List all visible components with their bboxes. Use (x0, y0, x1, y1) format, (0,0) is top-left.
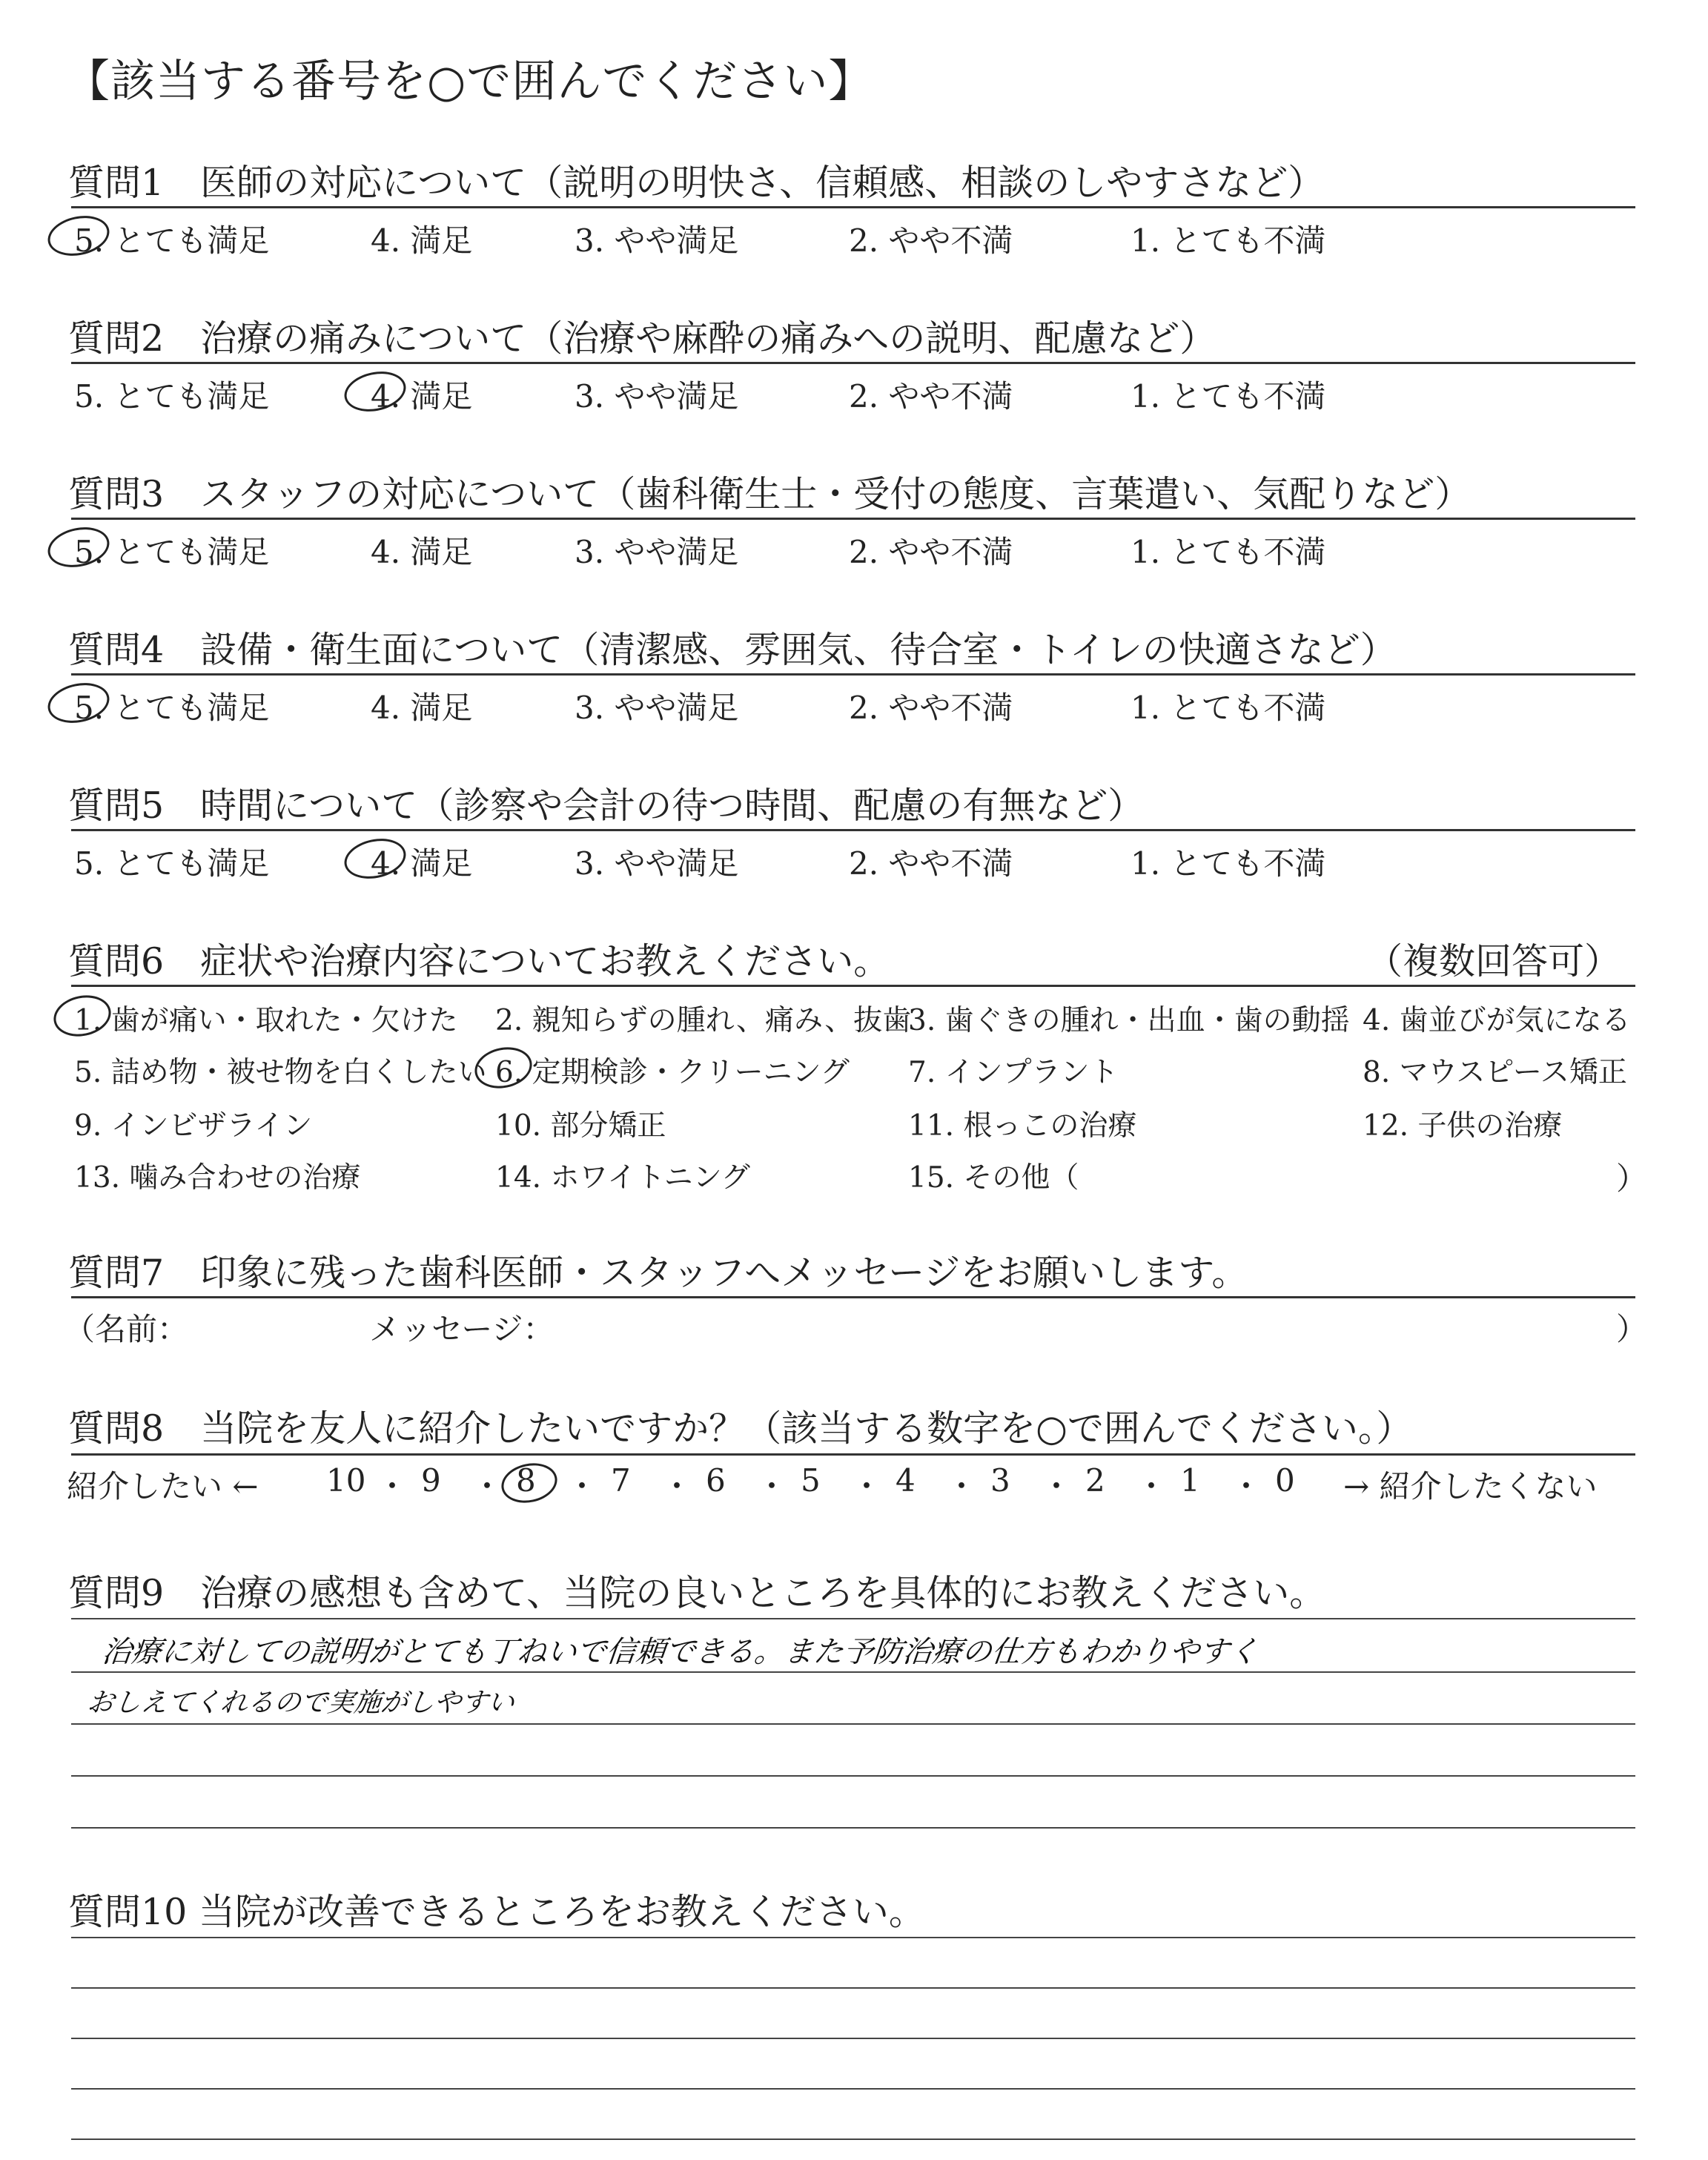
q8-rule (71, 1453, 1635, 1456)
q8-scale-value[interactable]: 8 (516, 1462, 536, 1499)
q2-title: 質問2 治療の痛みについて（治療や麻酔の痛みへの説明、配慮など） (68, 317, 1217, 360)
q8-scale-value[interactable]: 0 (1275, 1462, 1295, 1499)
q8-scale-value[interactable]: 3 (990, 1462, 1010, 1499)
q2-option[interactable]: 4. 満足 (371, 378, 473, 415)
q8-scale-separator: ・ (566, 1468, 598, 1505)
q9-answer-line-2: おしえてくれるので実施がしやすい (85, 1688, 516, 1718)
q7-title: 質問7 印象に残った歯科医師・スタッフへメッセージをお願いします。 (68, 1252, 1248, 1294)
q3-option[interactable]: 5. とても満足 (74, 534, 270, 570)
q6-note: （複数回答可） (1366, 940, 1621, 982)
form-header: 【該当する番号を○で囲んでください】 (65, 56, 874, 108)
q6-option[interactable]: 3. 歯ぐきの腫れ・出血・歯の動揺 (908, 1004, 1350, 1037)
q8-scale-value[interactable]: 6 (706, 1462, 726, 1499)
q8-scale-separator: ・ (1136, 1468, 1168, 1505)
q10-line-1 (71, 1937, 1635, 1938)
q7-close-paren: ） (1616, 1311, 1648, 1347)
q3-option[interactable]: 3. やや満足 (575, 534, 739, 570)
q8-scale-value[interactable]: 2 (1085, 1462, 1105, 1499)
q8-scale-value[interactable]: 1 (1180, 1462, 1200, 1499)
q9-answer-line-1: 治療に対しての説明がとても丁ねいで信頼できる。また予防治療の仕方もわかりやすく (100, 1635, 1261, 1669)
q6-option[interactable]: 13. 噛み合わせの治療 (74, 1161, 361, 1195)
q6-option[interactable]: 10. 部分矯正 (495, 1109, 666, 1143)
q10-line-2 (71, 1987, 1635, 1989)
q9-title: 質問9 治療の感想も含めて、当院の良いところを具体的にお教えください。 (68, 1572, 1326, 1614)
q4-title: 質問4 設備・衛生面について（清潔感、雰囲気、待合室・トイレの快適さなど） (68, 629, 1397, 671)
q8-scale-value[interactable]: 7 (611, 1462, 631, 1499)
q2-option[interactable]: 3. やや満足 (575, 378, 739, 415)
q5-title: 質問5 時間について（診察や会計の待つ時間、配慮の有無など） (68, 785, 1145, 827)
q1-rule (71, 206, 1635, 208)
q8-scale-separator: ・ (471, 1468, 503, 1505)
q5-option[interactable]: 1. とても不満 (1131, 845, 1326, 882)
q10-title: 質問10 当院が改善できるところをお教えください。 (68, 1891, 925, 1933)
q7-rule (71, 1296, 1635, 1298)
q4-option[interactable]: 2. やや不満 (849, 690, 1013, 726)
q7-message-label: メッセージ： (369, 1311, 555, 1347)
q8-scale-value[interactable]: 9 (421, 1462, 441, 1499)
q8-scale-separator: ・ (851, 1468, 883, 1505)
q6-option[interactable]: 4. 歯並びが気になる (1363, 1004, 1631, 1037)
q8-scale-separator: ・ (377, 1468, 408, 1505)
q4-rule (71, 673, 1635, 676)
q8-scale-separator: ・ (946, 1468, 978, 1505)
q3-option[interactable]: 1. とても不満 (1131, 534, 1326, 570)
q8-scale-separator: ・ (756, 1468, 788, 1505)
q5-option[interactable]: 4. 満足 (371, 845, 473, 882)
q10-line-3 (71, 2038, 1635, 2039)
q4-option[interactable]: 1. とても不満 (1131, 690, 1326, 726)
q9-line-5 (71, 1827, 1635, 1829)
q6-title: 質問6 症状や治療内容についてお教えください。 (68, 940, 890, 982)
q8-scale-value[interactable]: 4 (896, 1462, 916, 1499)
q2-option[interactable]: 1. とても不満 (1131, 378, 1326, 415)
q6-option[interactable]: 11. 根っこの治療 (908, 1109, 1137, 1143)
q9-line-4 (71, 1775, 1635, 1777)
q5-rule (71, 829, 1635, 831)
q2-option[interactable]: 2. やや不満 (849, 378, 1013, 415)
q1-option[interactable]: 4. 満足 (371, 222, 473, 259)
q8-scale-separator: ・ (1231, 1468, 1262, 1505)
q8-scale-value[interactable]: 5 (801, 1462, 821, 1499)
q2-option[interactable]: 5. とても満足 (74, 378, 270, 415)
q1-option[interactable]: 3. やや満足 (575, 222, 739, 259)
q3-title: 質問3 スタッフの対応について（歯科衛生士・受付の態度、言葉遣い、気配りなど） (68, 473, 1472, 515)
q6-rule (71, 985, 1635, 987)
q6-option[interactable]: 7. インプラント (908, 1056, 1119, 1089)
q8-left-label: 紹介したい ← (67, 1468, 259, 1505)
q6-option[interactable]: 1. 歯が痛い・取れた・欠けた (74, 1004, 458, 1037)
selection-circle (497, 1459, 560, 1508)
q7-name-label: （名前： (64, 1311, 189, 1347)
q6-option[interactable]: 14. ホワイトニング (495, 1161, 750, 1195)
q8-right-label: → 紹介したくない (1343, 1468, 1598, 1505)
q1-title: 質問1 医師の対応について（説明の明快さ、信頼感、相談のしやすさなど） (68, 162, 1325, 204)
q6-close-paren: ） (1616, 1160, 1648, 1197)
q1-option[interactable]: 1. とても不満 (1131, 222, 1326, 259)
q9-line-3 (71, 1723, 1635, 1725)
q2-rule (71, 362, 1635, 364)
q6-option[interactable]: 9. インビザライン (74, 1109, 313, 1143)
q5-option[interactable]: 3. やや満足 (575, 845, 739, 882)
q3-rule (71, 518, 1635, 520)
q10-line-4 (71, 2088, 1635, 2090)
q6-option[interactable]: 6. 定期検診・クリーニング (495, 1056, 850, 1089)
q10-line-5 (71, 2138, 1635, 2140)
q3-option[interactable]: 2. やや不満 (849, 534, 1013, 570)
q9-line-1 (71, 1618, 1635, 1619)
q1-option[interactable]: 2. やや不満 (849, 222, 1013, 259)
q8-scale-value[interactable]: 10 (326, 1462, 366, 1499)
q6-option[interactable]: 5. 詰め物・被せ物を白くしたい (74, 1056, 487, 1089)
q4-option[interactable]: 5. とても満足 (74, 690, 270, 726)
q9-line-2 (71, 1671, 1635, 1673)
q3-option[interactable]: 4. 満足 (371, 534, 473, 570)
q5-option[interactable]: 5. とても満足 (74, 845, 270, 882)
q6-option[interactable]: 2. 親知らずの腫れ、痛み、抜歯 (495, 1004, 912, 1037)
q8-title: 質問8 当院を友人に紹介したいですか？（該当する数字を○で囲んでください。） (68, 1407, 1413, 1450)
q8-scale-separator: ・ (1041, 1468, 1073, 1505)
q4-option[interactable]: 4. 満足 (371, 690, 473, 726)
q1-option[interactable]: 5. とても満足 (74, 222, 270, 259)
q4-option[interactable]: 3. やや満足 (575, 690, 739, 726)
q8-scale-separator: ・ (661, 1468, 693, 1505)
q6-option[interactable]: 8. マウスピース矯正 (1363, 1056, 1627, 1089)
q6-option[interactable]: 12. 子供の治療 (1363, 1109, 1563, 1143)
q5-option[interactable]: 2. やや不満 (849, 845, 1013, 882)
q6-option[interactable]: 15. その他（ (908, 1161, 1079, 1195)
